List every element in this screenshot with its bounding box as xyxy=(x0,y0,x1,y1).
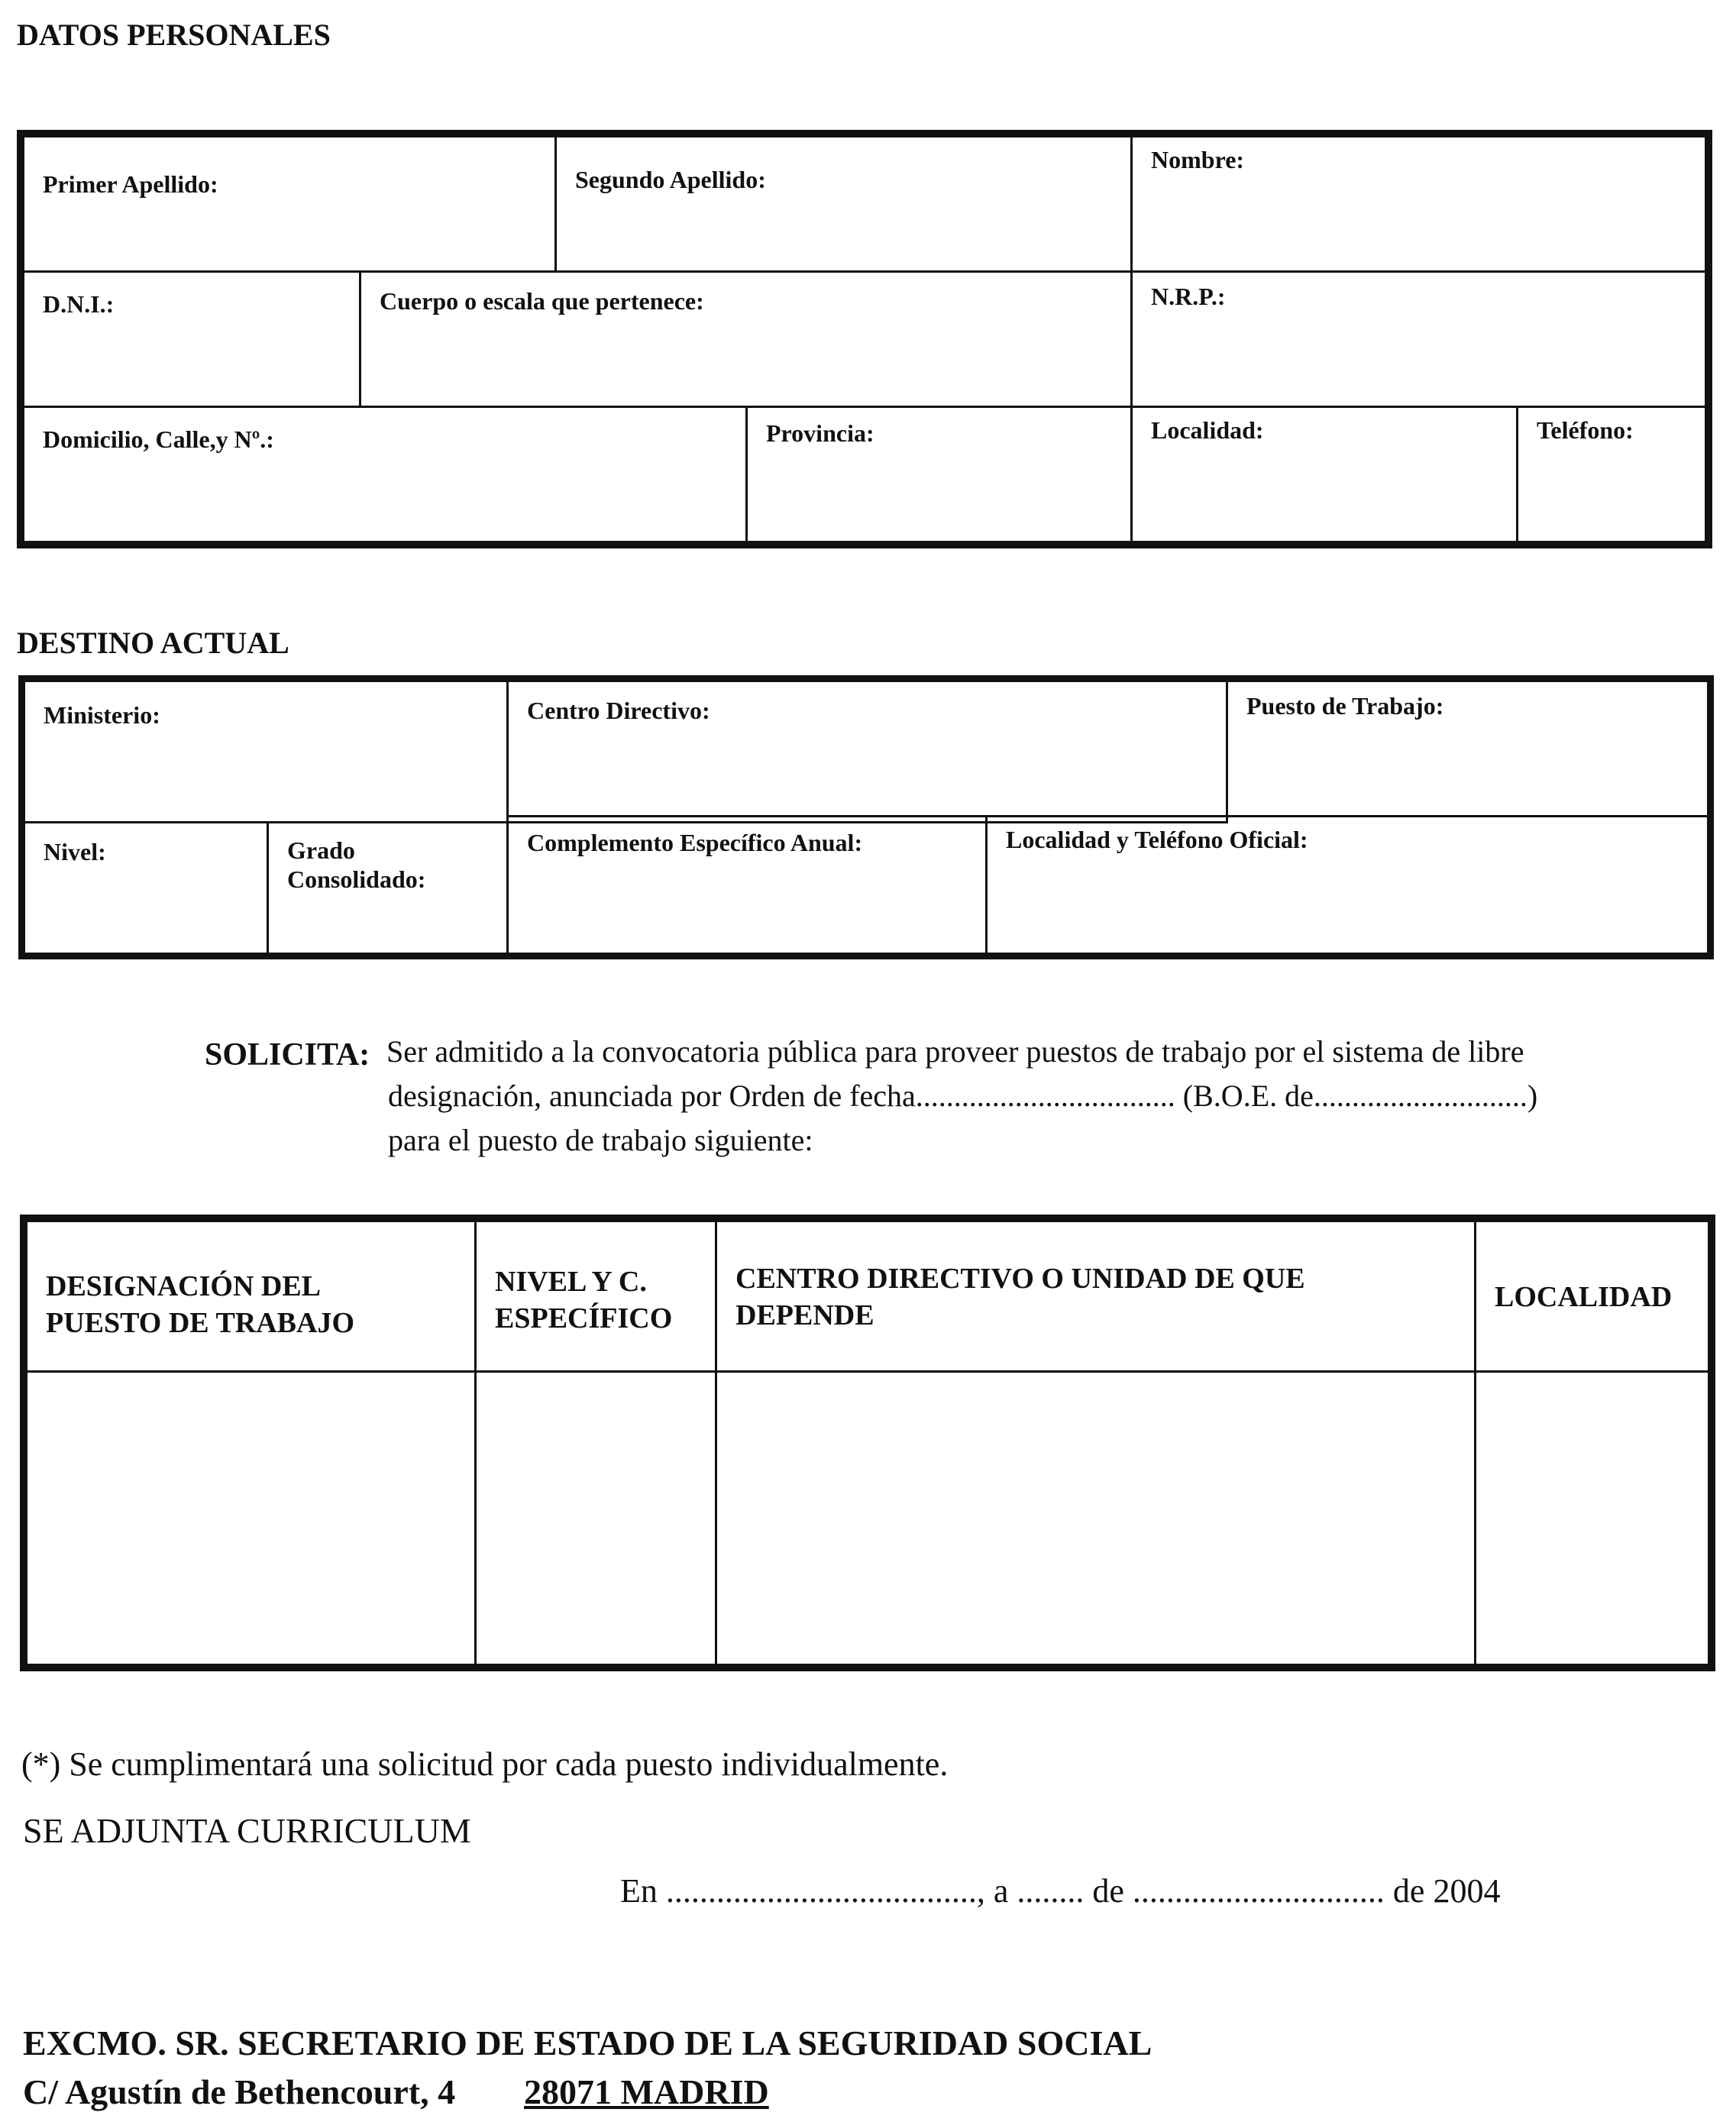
label-localidad: Localidad: xyxy=(1151,416,1264,444)
label-grado-line1: Grado xyxy=(287,836,355,864)
puesto-table xyxy=(20,1215,1715,1671)
field-localidad[interactable] xyxy=(1130,406,1518,543)
field-provincia[interactable] xyxy=(745,406,1133,543)
label-dni: D.N.I.: xyxy=(43,290,115,318)
header-designacion-line1: DESIGNACIÓN DEL xyxy=(46,1270,322,1302)
label-primer-apellido: Primer Apellido: xyxy=(43,170,218,198)
field-dni[interactable] xyxy=(22,270,361,408)
se-adjunta-curriculum: SE ADJUNTA CURRICULUM xyxy=(23,1811,471,1850)
address-postal: 28071 MADRID xyxy=(524,2072,769,2111)
label-nrp: N.R.P.: xyxy=(1151,283,1226,310)
header-nivel-line2: ESPECÍFICO xyxy=(495,1302,673,1334)
note-solicitud-individual: (*) Se cumplimentará una solicitud por cada puesto individualmente. xyxy=(21,1745,949,1783)
addressee: EXCMO. SR. SECRETARIO DE ESTADO DE LA SEGURIDAD SOCIAL xyxy=(23,2023,1152,2062)
cell-localidad[interactable] xyxy=(1474,1370,1710,1666)
label-cuerpo-escala: Cuerpo o escala que pertenece: xyxy=(380,287,704,315)
field-telefono[interactable] xyxy=(1516,406,1707,543)
label-provincia: Provincia: xyxy=(766,419,874,447)
label-complemento-especifico: Complemento Específico Anual: xyxy=(527,829,863,856)
field-localidad-telefono-oficial[interactable] xyxy=(985,815,1709,955)
datos-personales-box xyxy=(17,130,1712,548)
field-puesto-trabajo[interactable] xyxy=(1226,680,1709,817)
header-designacion-line2: PUESTO DE TRABAJO xyxy=(46,1307,355,1339)
label-nivel: Nivel: xyxy=(44,838,106,865)
section-title-datos-personales: DATOS PERSONALES xyxy=(17,18,331,52)
solicita-line-2: designación, anunciada por Orden de fecha.................................. (B.O.E. de............................) xyxy=(388,1079,1538,1113)
destino-actual-box xyxy=(18,675,1714,959)
fecha-line: En ....................................., a ........ de .............................. de 2004 xyxy=(620,1872,1501,1910)
label-segundo-apellido: Segundo Apellido: xyxy=(575,166,766,193)
label-telefono: Teléfono: xyxy=(1537,416,1634,444)
field-nrp[interactable] xyxy=(1130,270,1707,408)
field-primer-apellido[interactable] xyxy=(22,135,557,273)
label-domicilio: Domicilio, Calle,y Nº.: xyxy=(43,425,274,453)
solicita-label: SOLICITA: xyxy=(205,1037,370,1072)
cell-centro-directivo[interactable] xyxy=(715,1370,1476,1666)
header-nivel-line1: NIVEL Y C. xyxy=(495,1266,647,1298)
header-designacion xyxy=(25,1220,477,1373)
label-centro-directivo: Centro Directivo: xyxy=(527,697,710,724)
field-grado-consolidado[interactable] xyxy=(267,821,509,955)
field-centro-directivo[interactable] xyxy=(506,680,1228,823)
field-domicilio[interactable] xyxy=(22,406,748,543)
solicita-line-1: Ser admitido a la convocatoria pública para proveer puestos de trabajo por el sistema de libre xyxy=(386,1034,1524,1069)
label-grado-line2: Consolidado: xyxy=(287,865,426,893)
cell-nivel-especifico[interactable] xyxy=(474,1370,717,1666)
section-title-destino-actual: DESTINO ACTUAL xyxy=(17,626,289,660)
field-ministerio[interactable] xyxy=(23,680,509,823)
header-nivel-especifico xyxy=(474,1220,717,1373)
label-nombre: Nombre: xyxy=(1151,146,1245,173)
label-ministerio: Ministerio: xyxy=(44,701,160,729)
field-segundo-apellido[interactable] xyxy=(554,135,1133,273)
address-street: C/ Agustín de Bethencourt, 4 xyxy=(23,2072,456,2111)
header-localidad xyxy=(1474,1220,1710,1373)
field-nivel[interactable] xyxy=(23,821,269,955)
label-puesto-trabajo: Puesto de Trabajo: xyxy=(1246,692,1444,720)
cell-designacion[interactable] xyxy=(25,1370,477,1666)
header-localidad-line1: LOCALIDAD xyxy=(1495,1281,1673,1313)
field-nombre[interactable] xyxy=(1130,135,1707,273)
field-complemento-especifico[interactable] xyxy=(506,815,988,955)
label-localidad-telefono-oficial: Localidad y Teléfono Oficial: xyxy=(1006,826,1308,853)
header-centro-line1: CENTRO DIRECTIVO O UNIDAD DE QUE xyxy=(735,1263,1305,1295)
field-cuerpo-escala[interactable] xyxy=(359,270,1133,408)
header-centro-directivo xyxy=(715,1220,1476,1373)
solicita-line-3: para el puesto de trabajo siguiente: xyxy=(388,1123,813,1157)
header-centro-line2: DEPENDE xyxy=(735,1299,874,1331)
